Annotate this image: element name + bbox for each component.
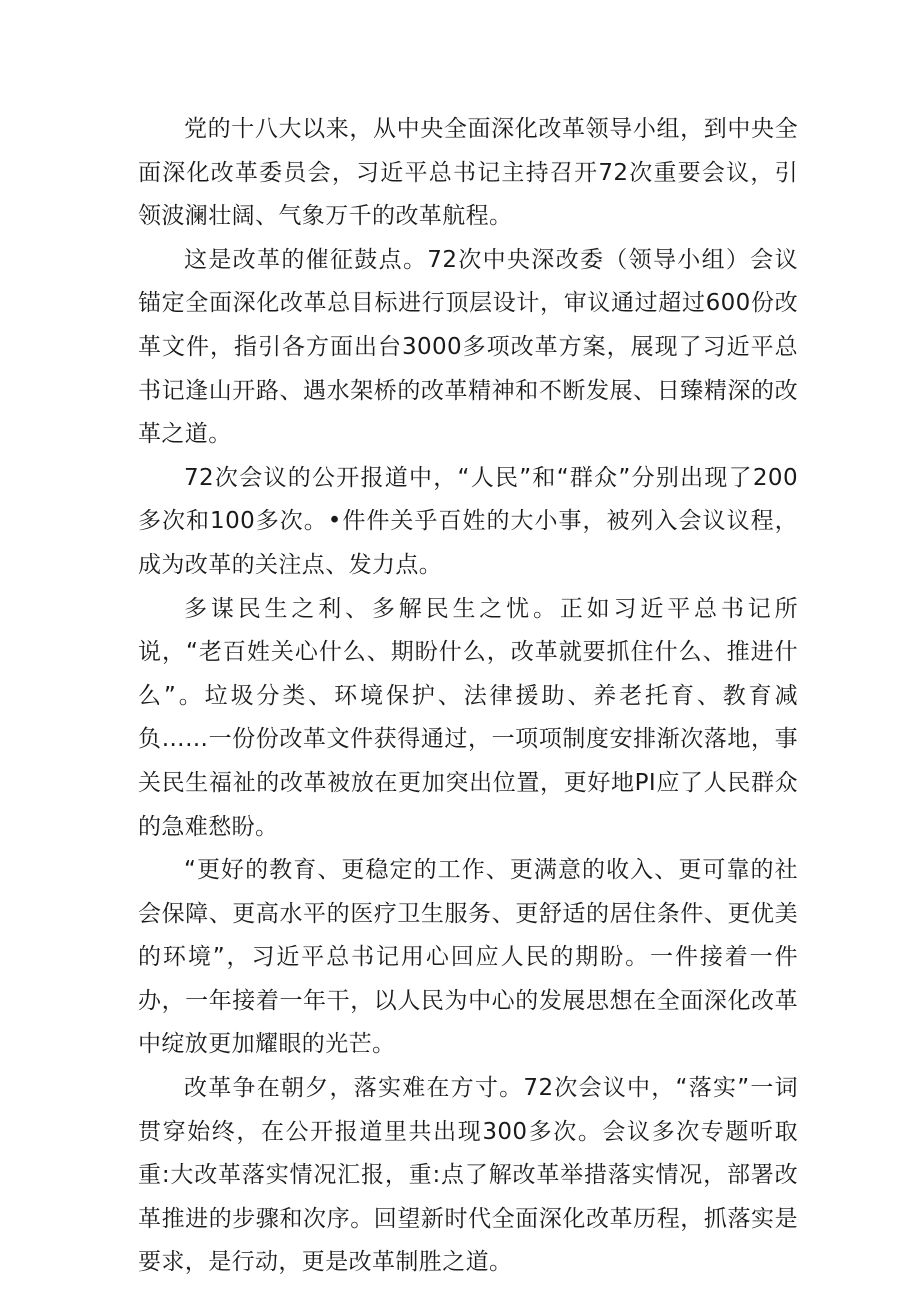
- paragraph-3: 72次会议的公开报道中，“人民”和“群众”分别出现了200多次和100多次。•件件关乎百姓的大小事，被列入会议议程，成为改革的关注点、发力点。: [138, 464, 798, 578]
- paragraph-4: 多谋民生之利、多解民生之忧。正如习近平总书记所说，“老百姓关心什么、期盼什么，改革就要抓住什么、推进什么”。垃圾分类、环境保护、法律援助、养老托育、教育减负……一份份改革文件获得通过，一项项制度安排渐次落地，事关民生福祉的改革被放在更加突出位置，更好地PI应了人民群众的急难愁盼。: [138, 595, 798, 840]
- article-body: [138, 108, 798, 1285]
- paragraph-1: 党的十八大以来，从中央全面深化改革领导小组，到中央全面深化改革委员会，习近平总书记主持召开72次重要会议，引领波澜壮阔、气象万千的改革航程。: [138, 116, 798, 230]
- paragraph-5: “更好的教育、更稳定的工作、更满意的收入、更可靠的社会保障、更高水平的医疗卫生服务、更舒适的居住条件、更优美的环境”，习近平总书记用心回应人民的期盼。一件接着一件办，一年接着一年干，以人民为中心的发展思想在全面深化改革中绽放更加耀眼的光芒。: [138, 857, 798, 1058]
- paragraph-2: 这是改革的催征鼓点。72次中央深改委（领导小组）会议锚定全面深化改革总目标进行顶层设计，审议通过超过600份改革文件，指引各方面出台3000多项改革方案，展现了习近平总书记逢山开路、遇水架桥的改革精神和不断发展、日臻精深的改革之道。: [138, 246, 798, 448]
- paragraph-6: 改革争在朝夕，落实难在方寸。72次会议中，“落实”一词贯穿始终，在公开报道里共出现300多次。会议多次专题听取重:大改革落实情况汇报，重:点了解改革举措落实情况，部署改革推进的步骤和次序。回望新时代全面深化改革历程，抓落实是要求，是行动，更是改革制胜之道。: [138, 1075, 798, 1276]
